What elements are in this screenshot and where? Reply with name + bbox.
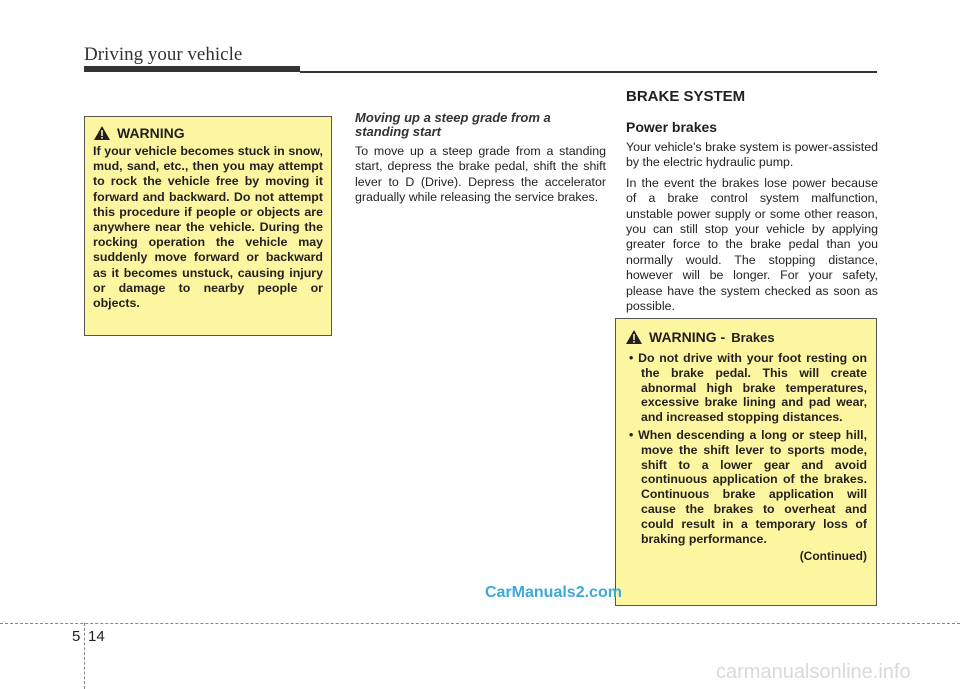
watermark-link[interactable]: CarManuals2.com — [485, 584, 622, 601]
warning-box-rocking — [84, 116, 332, 336]
brake-warning-item-1: Do not drive with your foot resting on the brake pedal. This will create abnormal high brake temperatures, excessive brake lining and pad wear, and increased stopping distances. — [638, 351, 867, 425]
footer-rule — [0, 623, 960, 624]
footer-divider — [84, 623, 85, 689]
warning-heading — [93, 125, 323, 141]
page-number: 14 — [88, 628, 105, 645]
warning-triangle-icon — [93, 125, 111, 141]
power-brakes-para-1: Your vehicle's brake system is power-assisted by the electric hydraulic pump. — [626, 140, 878, 170]
steep-grade-text: To move up a steep grade from a standing start, depress the brake pedal, shift the shift lever to D (Drive). Depress the accelerator gradually while releasing the service brakes. — [355, 144, 606, 205]
power-brakes-para-2: In the event the brakes lose power because of a brake control system malfunction, unstable power supply or some other reason, you can still stop your vehicle by applying greater force to the brake pedal than you normally would. The stopping distance, however will be longer. For your safety, please have the system checked as soon as possible. — [626, 175, 878, 314]
warning-box-brakes — [615, 318, 877, 606]
brake-warning-title: WARNING - — [649, 329, 726, 345]
power-brakes-heading: Power brakes — [626, 119, 718, 135]
site-watermark: carmanualsonline.info — [716, 661, 911, 683]
list-item: • Do not drive with your foot resting on the brake pedal. This will create abnormal high brake temperatures, excessive brake lining and pad wear, and increased stopping distances. — [629, 351, 867, 425]
steep-grade-heading: Moving up a steep grade from a standing start — [355, 110, 551, 139]
brake-warning-list — [625, 351, 867, 546]
warning-triangle-icon — [625, 329, 643, 345]
chapter-number: 5 — [72, 628, 81, 645]
steep-grade-section — [355, 111, 606, 206]
warning-title: WARNING — [117, 125, 185, 141]
warning-text: If your vehicle becomes stuck in snow, mud, sand, etc., then you may attempt to rock the vehicle free by moving it forward and backward. Do not attempt this procedure if people or objects are anywhere near the vehicle. During the rocking operation the vehicle may suddenly move forward or backward as it becomes unstuck, causing injury or damage to nearby people or objects. — [93, 144, 323, 311]
brake-warning-heading — [625, 329, 867, 345]
brake-warning-item-2: When descending a long or steep hill, move the shift lever to sports mode, shift to a lower gear and avoid continuous application of the brakes. Continuous brake application will cause the brakes to overheat and could result in a temporary loss of braking performance. — [638, 427, 867, 546]
header-bar — [84, 66, 300, 72]
brake-warning-subtitle: Brakes — [731, 329, 775, 345]
page-header-title: Driving your vehicle — [84, 44, 243, 65]
brake-system-section — [626, 88, 878, 314]
header-rule — [300, 71, 877, 73]
brake-system-title: BRAKE SYSTEM — [626, 88, 746, 105]
continued-label: (Continued) — [799, 549, 867, 564]
list-item: • When descending a long or steep hill, move the shift lever to sports mode, shift to a lower gear and avoid continuous application of the brakes. Continuous brake application will cause the brakes to overheat and could result in a temporary loss of braking performance. — [629, 427, 867, 546]
